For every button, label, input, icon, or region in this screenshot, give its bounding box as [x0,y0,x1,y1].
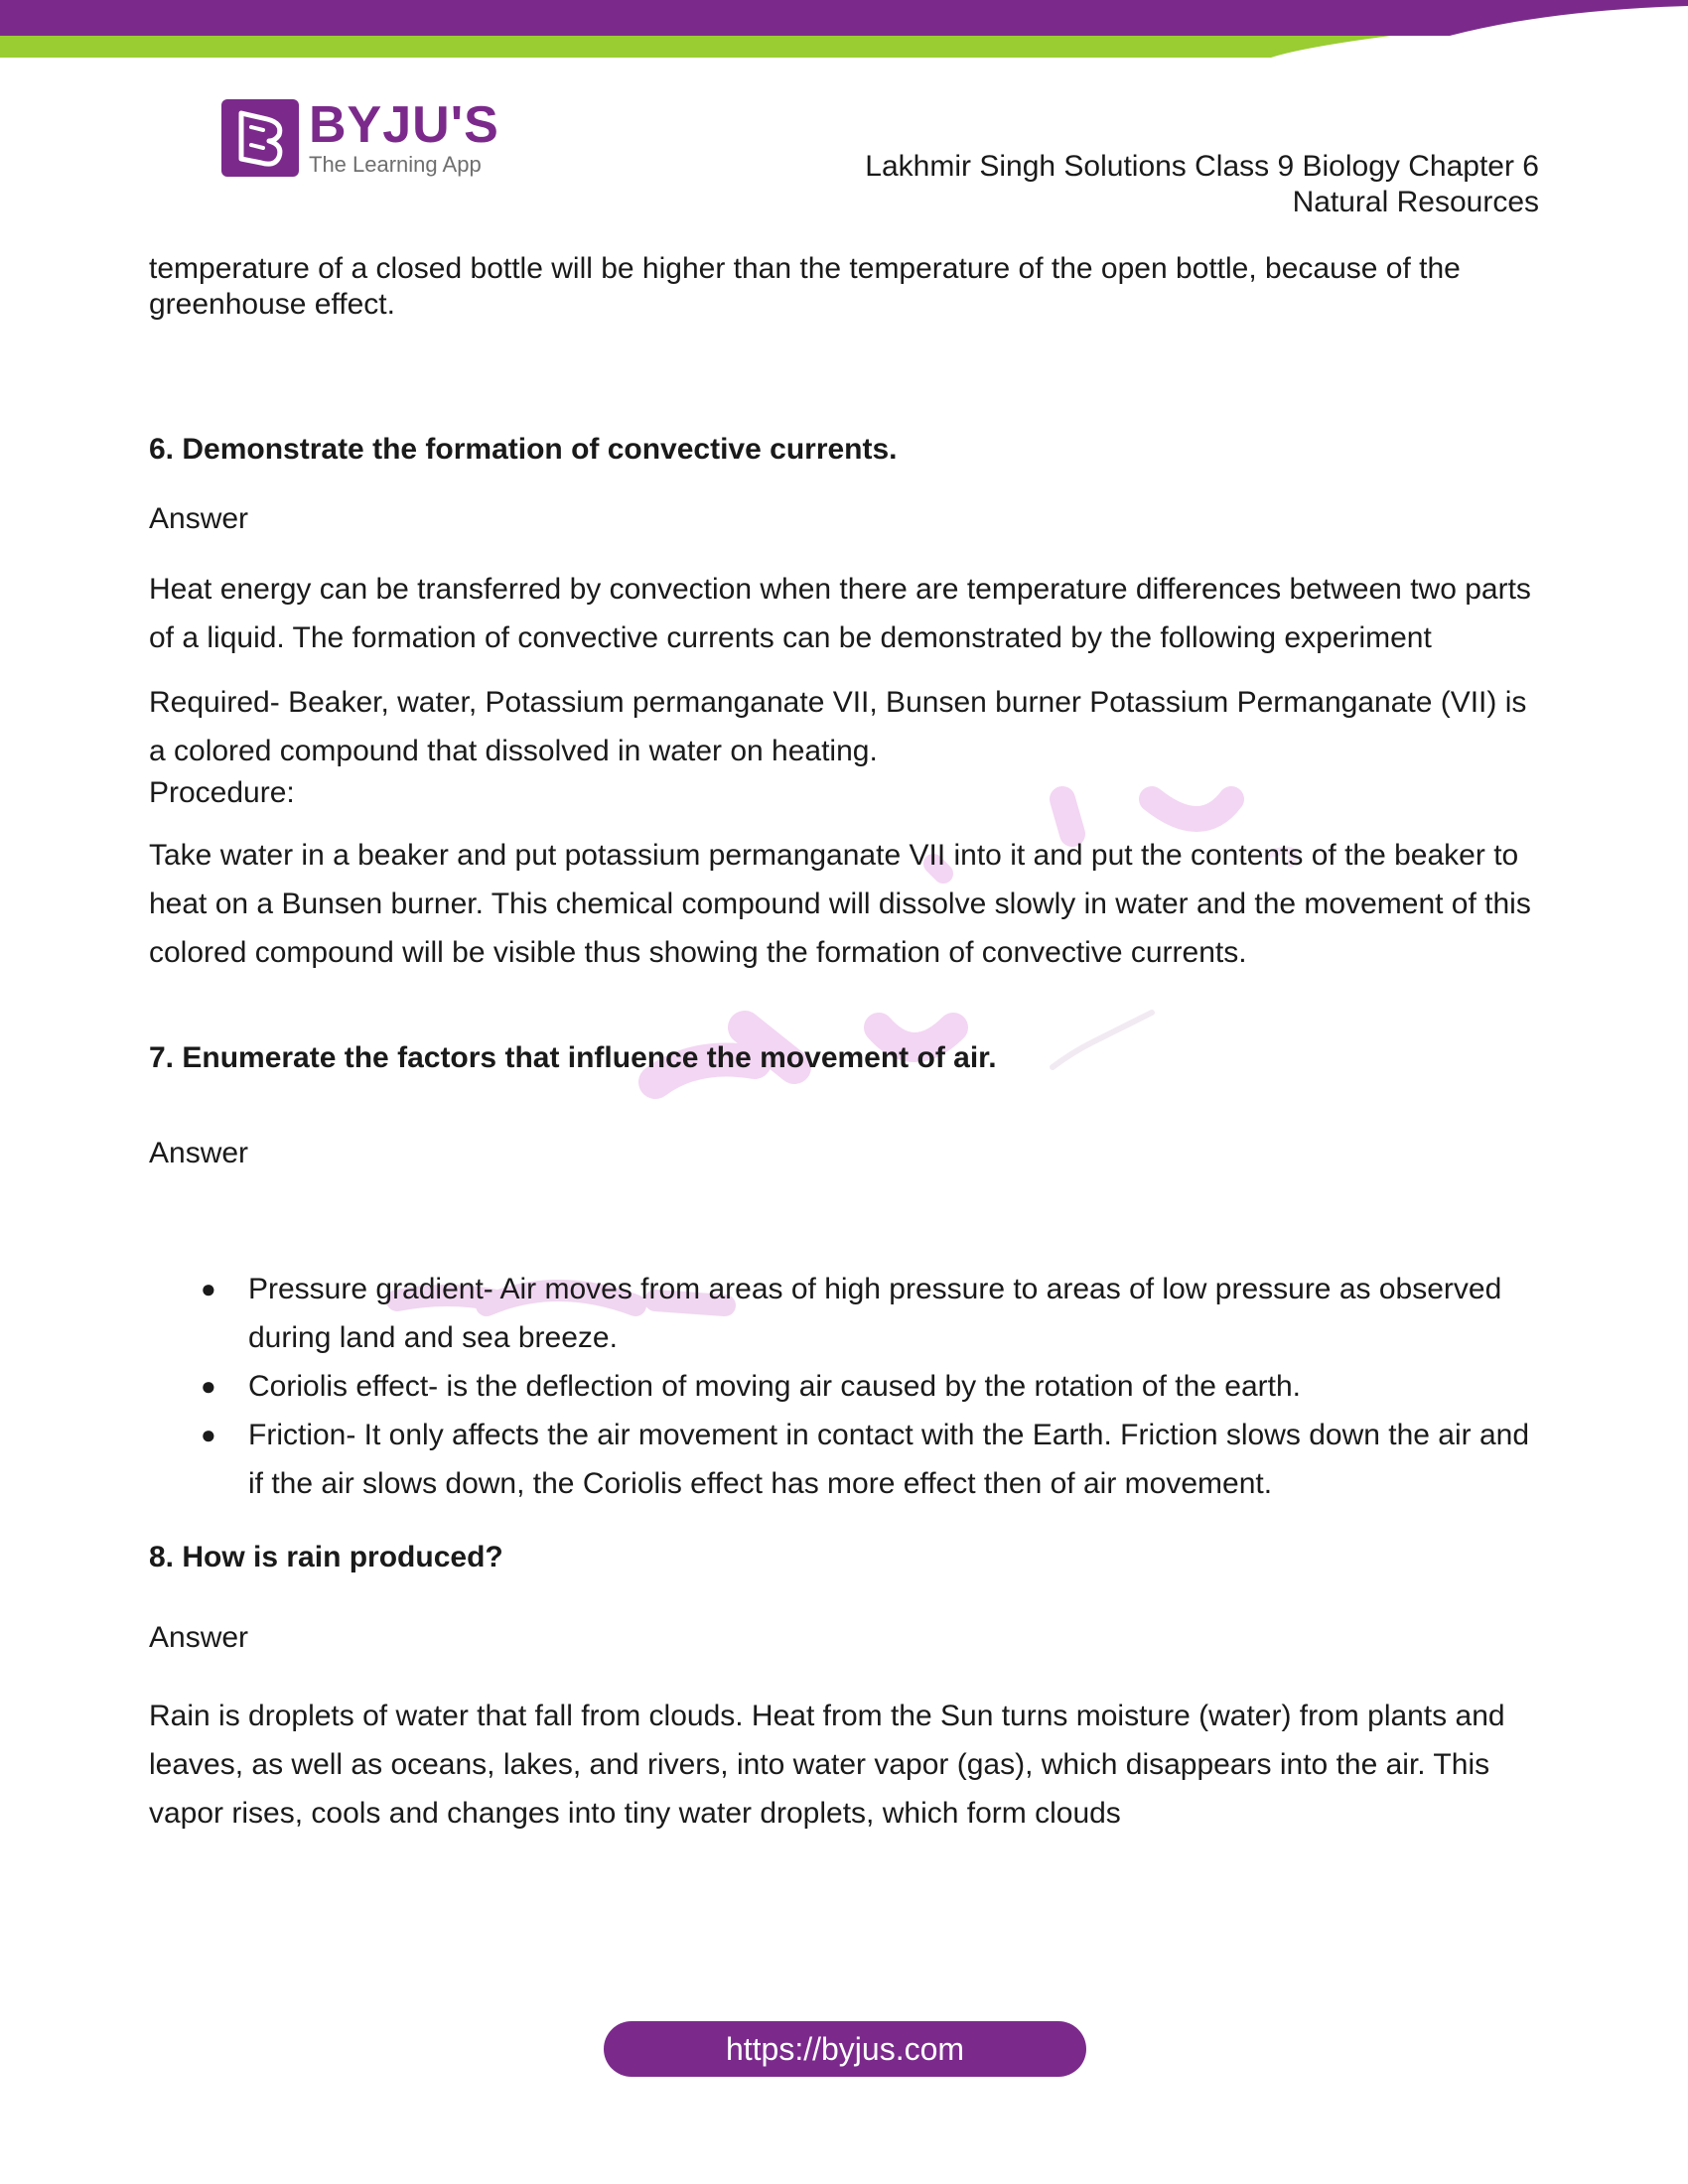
document-title-line-2: Natural Resources [1292,186,1539,218]
movement-factors-list [149,1265,1539,1508]
logo-tagline: The Learning App [309,152,482,177]
question-6-paragraph-3: Take water in a beaker and put potassium permanganate VII into it and put the contents of the beaker to heat on a Bunsen burner. This chemical compound will dissolve slowly in water and the movement of this colored compound will be visible thus showing the formation of convective currents. [149,839,1531,969]
intro-paragraph: temperature of a closed bottle will be higher than the temperature of the open bottle, because of the greenhouse effect. [149,252,1461,321]
question-6-paragraph-2: Required- Beaker, water, Potassium permanganate VII, Bunsen burner Potassium Permanganate (VII) is a colored compound that dissolved in water on heating. [149,686,1527,767]
question-6-answer-label: Answer [149,502,249,535]
byjus-logo [221,97,499,179]
bullet-icon: ● [201,1274,216,1303]
question-7: 7. Enumerate the factors that influence the movement of air. [149,1041,997,1074]
question-6-paragraph-1: Heat energy can be transferred by convection when there are temperature differences between two parts of a liquid. The formation of convective currents can be demonstrated by the following experiment [149,573,1531,654]
question-8: 8. How is rain produced? [149,1541,503,1573]
document-title-line-1: Lakhmir Singh Solutions Class 9 Biology Chapter 6 [865,150,1539,183]
document-title [865,149,1539,220]
question-8-paragraph-1: Rain is droplets of water that fall from clouds. Heat from the Sun turns moisture (water) from plants and leaves, as well as oceans, lakes, and rivers, into water vapor (gas), which disappears into the air. This vapor rises, cools and changes into tiny water droplets, which form clouds [149,1700,1505,1830]
procedure-label: Procedure: [149,776,295,809]
top-color-bands [0,0,1688,60]
question-8-answer-label: Answer [149,1621,249,1654]
question-7-answer-label: Answer [149,1137,249,1169]
bullet-icon: ● [201,1420,216,1449]
question-6: 6. Demonstrate the formation of convective currents. [149,433,898,466]
website-link[interactable]: https://byjus.com [604,2021,1086,2077]
list-item: ● Coriolis effect- is the deflection of moving air caused by the rotation of the earth. [149,1362,1539,1411]
byjus-logo-mark-icon [221,99,299,177]
logo-name: BYJU'S [309,96,499,154]
bullet-icon: ● [201,1371,216,1401]
list-item: ● Friction- It only affects the air movement in contact with the Earth. Friction slows down the air and if the air slows down, the Coriolis effect has more effect then of air movement. [149,1411,1539,1508]
document-body [149,251,1539,1838]
list-item: ● Pressure gradient- Air moves from areas of high pressure to areas of low pressure as observed during land and sea breeze. [149,1265,1539,1362]
